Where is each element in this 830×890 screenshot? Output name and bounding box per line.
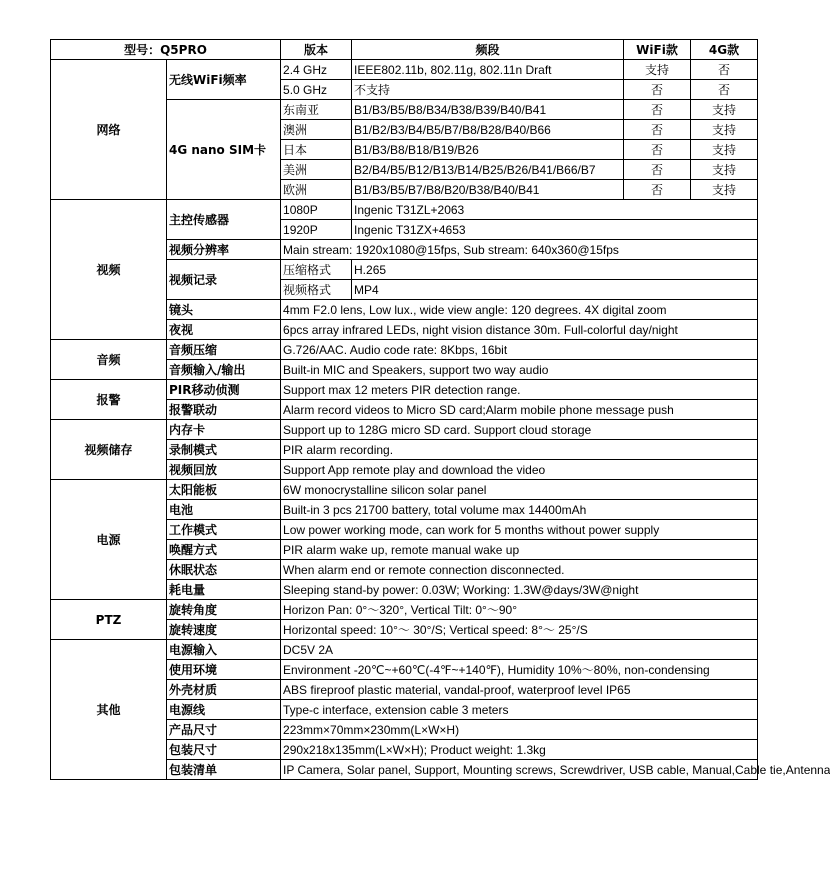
spec-value: Sleeping stand-by power: 0.03W; Working: 1.3W@days/3W@night <box>281 580 758 600</box>
spec-value: G.726/AAC. Audio code rate: 8Kbps, 16bit <box>281 340 758 360</box>
resolution-value: Main stream: 1920x1080@15fps, Sub stream: 640x360@15fps <box>281 240 758 260</box>
spec-value: 223mm×70mm×230mm(L×W×H) <box>281 720 758 740</box>
wifi-support: 否 <box>624 160 691 180</box>
spec-label: 视频回放 <box>167 460 281 480</box>
spec-value: Horizon Pan: 0°～320°, Vertical Tilt: 0°～90° <box>281 600 758 620</box>
spec-label: 音频压缩 <box>167 340 281 360</box>
table-row <box>51 640 758 660</box>
sim-label: 4G nano SIM卡 <box>167 100 281 200</box>
spec-label: 报警联动 <box>167 400 281 420</box>
wifi-support: 否 <box>624 120 691 140</box>
wifi-freq: 2.4 GHz <box>281 60 352 80</box>
spec-label: 音频输入/输出 <box>167 360 281 380</box>
spec-value: Built-in 3 pcs 21700 battery, total volume max 14400mAh <box>281 500 758 520</box>
wifi-support: 支持 <box>624 60 691 80</box>
spec-value: Support max 12 meters PIR detection range. <box>281 380 758 400</box>
sim-band: B1/B3/B5/B7/B8/B20/B38/B40/B41 <box>352 180 624 200</box>
wifi-band: IEEE802.11b, 802.11g, 802.11n Draft <box>352 60 624 80</box>
sensor-value: Ingenic T31ZL+2063 <box>352 200 758 220</box>
spec-label: 电源线 <box>167 700 281 720</box>
spec-value: 290x218x135mm(L×W×H); Product weight: 1.3kg <box>281 740 758 760</box>
table-row <box>51 340 758 360</box>
lte-support: 支持 <box>691 100 758 120</box>
lte-support: 支持 <box>691 140 758 160</box>
category-alarm: 报警 <box>51 380 167 420</box>
wifi-band: 不支持 <box>352 80 624 100</box>
spec-value: IP Camera, Solar panel, Support, Mounting screws, Screwdriver, USB cable, Manual,Cable tie,Antenna <box>281 760 758 780</box>
spec-label: 产品尺寸 <box>167 720 281 740</box>
wifi-support: 否 <box>624 140 691 160</box>
spec-label: 休眠状态 <box>167 560 281 580</box>
sim-region: 美洲 <box>281 160 352 180</box>
wifi-support: 否 <box>624 180 691 200</box>
table-row <box>51 480 758 500</box>
wifi-support: 否 <box>624 80 691 100</box>
night-vision-label: 夜视 <box>167 320 281 340</box>
sim-band: B1/B3/B8/B18/B19/B26 <box>352 140 624 160</box>
spec-label: PIR移动侦测 <box>167 380 281 400</box>
spec-value: Alarm record videos to Micro SD card;Alarm mobile phone message push <box>281 400 758 420</box>
sensor-label: 主控传感器 <box>167 200 281 240</box>
lens-value: 4mm F2.0 lens, Low lux., wide view angle: 120 degrees. 4X digital zoom <box>281 300 758 320</box>
spec-value: PIR alarm wake up, remote manual wake up <box>281 540 758 560</box>
spec-label: 耗电量 <box>167 580 281 600</box>
spec-value: Support App remote play and download the video <box>281 460 758 480</box>
sensor-resolution: 1920P <box>281 220 352 240</box>
spec-value: PIR alarm recording. <box>281 440 758 460</box>
category-other: 其他 <box>51 640 167 780</box>
table-row <box>51 380 758 400</box>
table-row <box>51 600 758 620</box>
version-header: 版本 <box>281 40 352 60</box>
record-label: 视频记录 <box>167 260 281 300</box>
category-ptz: PTZ <box>51 600 167 640</box>
spec-label: 包装清单 <box>167 760 281 780</box>
spec-label: 旋转角度 <box>167 600 281 620</box>
table-row <box>51 200 758 220</box>
record-format-name: 压缩格式 <box>281 260 352 280</box>
spec-value: When alarm end or remote connection disconnected. <box>281 560 758 580</box>
spec-value: 6W monocrystalline silicon solar panel <box>281 480 758 500</box>
sim-band: B2/B4/B5/B12/B13/B14/B25/B26/B41/B66/B7 <box>352 160 624 180</box>
spec-label: 电源输入 <box>167 640 281 660</box>
spec-value: ABS fireproof plastic material, vandal-proof, waterproof level IP65 <box>281 680 758 700</box>
band-header: 频段 <box>352 40 624 60</box>
wifi-support: 否 <box>624 100 691 120</box>
spec-value: Type-c interface, extension cable 3 meters <box>281 700 758 720</box>
lte-support: 支持 <box>691 120 758 140</box>
wifi-header: WiFi款 <box>624 40 691 60</box>
spec-value: DC5V 2A <box>281 640 758 660</box>
spec-value: Environment -20℃~+60℃(-4℉~+140℉), Humidity 10%～80%, non-condensing <box>281 660 758 680</box>
sim-band: B1/B2/B3/B4/B5/B7/B8/B28/B40/B66 <box>352 120 624 140</box>
lte-header: 4G款 <box>691 40 758 60</box>
category-audio: 音频 <box>51 340 167 380</box>
night-vision-value: 6pcs array infrared LEDs, night vision distance 30m. Full-colorful day/night <box>281 320 758 340</box>
spec-table <box>50 39 830 780</box>
spec-label: 工作模式 <box>167 520 281 540</box>
spec-value: Built-in MIC and Speakers, support two way audio <box>281 360 758 380</box>
spec-value: Horizontal speed: 10°～ 30°/S; Vertical speed: 8°～ 25°/S <box>281 620 758 640</box>
sensor-value: Ingenic T31ZX+4653 <box>352 220 758 240</box>
wifi-frequency-label: 无线WiFi频率 <box>167 60 281 100</box>
category-power: 电源 <box>51 480 167 600</box>
model-header: 型号：Q5PRO <box>51 40 281 60</box>
resolution-label: 视频分辨率 <box>167 240 281 260</box>
spec-label: 包装尺寸 <box>167 740 281 760</box>
table-row <box>51 60 758 80</box>
spec-value: Support up to 128G micro SD card. Support cloud storage <box>281 420 758 440</box>
spec-label: 旋转速度 <box>167 620 281 640</box>
record-format-value: H.265 <box>352 260 758 280</box>
spec-label: 使用环境 <box>167 660 281 680</box>
sim-region: 东南亚 <box>281 100 352 120</box>
sim-region: 欧洲 <box>281 180 352 200</box>
spec-label: 太阳能板 <box>167 480 281 500</box>
table-row <box>51 420 758 440</box>
lte-support: 否 <box>691 80 758 100</box>
category-storage: 视频储存 <box>51 420 167 480</box>
lte-support: 否 <box>691 60 758 80</box>
sim-region: 日本 <box>281 140 352 160</box>
category-network: 网络 <box>51 60 167 200</box>
sensor-resolution: 1080P <box>281 200 352 220</box>
lens-label: 镜头 <box>167 300 281 320</box>
category-video: 视频 <box>51 200 167 340</box>
spec-label: 电池 <box>167 500 281 520</box>
spec-label: 外壳材质 <box>167 680 281 700</box>
spec-label: 内存卡 <box>167 420 281 440</box>
sim-band: B1/B3/B5/B8/B34/B38/B39/B40/B41 <box>352 100 624 120</box>
spec-label: 唤醒方式 <box>167 540 281 560</box>
spec-label: 录制模式 <box>167 440 281 460</box>
lte-support: 支持 <box>691 160 758 180</box>
record-format-value: MP4 <box>352 280 758 300</box>
wifi-freq: 5.0 GHz <box>281 80 352 100</box>
sim-region: 澳洲 <box>281 120 352 140</box>
lte-support: 支持 <box>691 180 758 200</box>
spec-value: Low power working mode, can work for 5 months without power supply <box>281 520 758 540</box>
header-row <box>51 40 758 60</box>
record-format-name: 视频格式 <box>281 280 352 300</box>
